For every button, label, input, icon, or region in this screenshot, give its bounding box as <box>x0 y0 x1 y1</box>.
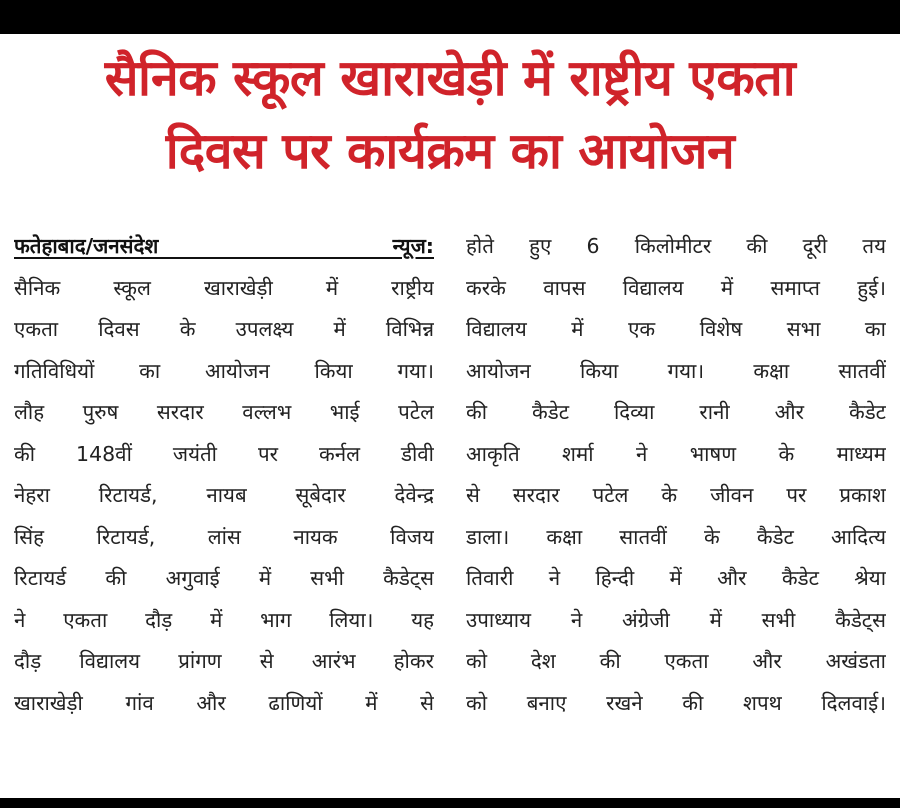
left-column-line: रिटायर्ड की अगुवाई में सभी कैडेट्स <box>14 566 434 590</box>
right-column-line: आकृति शर्मा ने भाषण के माध्यम <box>466 441 886 466</box>
headline-line-1: सैनिक स्कूल खाराखेड़ी में राष्ट्रीय एकता <box>104 49 796 107</box>
right-column-line: से सरदार पटेल के जीवन पर प्रकाश <box>466 483 886 507</box>
right-column-line: तिवारी ने हिन्दी में और कैडेट श्रेया <box>466 566 886 590</box>
right-column-line: को बनाए रखने की शपथ दिलवाई। <box>466 690 886 715</box>
bottom-black-border <box>0 798 900 808</box>
left-column-line: ने एकता दौड़ में भाग लिया। यह <box>14 607 434 632</box>
left-column-line: खाराखेड़ी गांव और ढाणियों में से <box>14 690 434 715</box>
right-column-line: करके वापस विद्यालय में समाप्त हुई। <box>466 275 886 300</box>
left-column-line: की 148वीं जयंती पर कर्नल डीवी <box>14 441 434 466</box>
article-right-column <box>466 226 886 724</box>
left-column-line: नेहरा रिटायर्ड, नायब सूबेदार देवेन्द्र <box>14 483 434 507</box>
right-column-line: की कैडेट दिव्या रानी और कैडेट <box>466 400 886 424</box>
headline <box>0 42 900 187</box>
left-column-line: सिंह रिटायर्ड, लांस नायक विजय <box>14 524 434 549</box>
left-column-line: सैनिक स्कूल खाराखेड़ी में राष्ट्रीय <box>14 275 434 300</box>
right-column-line: होते हुए 6 किलोमीटर की दूरी तय <box>466 234 886 258</box>
left-column-line: एकता दिवस के उपलक्ष्य में विभिन्न <box>14 317 434 341</box>
right-column-line: विद्यालय में एक विशेष सभा का <box>466 317 886 341</box>
headline-line-2: दिवस पर कार्यक्रम का आयोजन <box>165 121 735 180</box>
left-column-line: दौड़ विद्यालय प्रांगण से आरंभ होकर <box>14 649 434 673</box>
dateline: फतेहाबाद/जनसंदेश न्यूज: <box>14 234 434 258</box>
dateline-line <box>14 226 434 268</box>
right-column-line: उपाध्याय ने अंग्रेजी में सभी कैडेट्स <box>466 607 886 632</box>
left-column-line: लौह पुरुष सरदार वल्लभ भाई पटेल <box>14 400 434 424</box>
newspaper-clipping <box>0 34 900 798</box>
top-black-border <box>0 0 900 34</box>
left-column-line: गतिविधियों का आयोजन किया गया। <box>14 358 434 383</box>
right-column-line: डाला। कक्षा सातवीं के कैडेट आदित्य <box>466 524 886 549</box>
right-column-line: को देश की एकता और अखंडता <box>466 649 886 673</box>
article-left-column <box>14 226 434 724</box>
right-column-line: आयोजन किया गया। कक्षा सातवीं <box>466 358 886 383</box>
